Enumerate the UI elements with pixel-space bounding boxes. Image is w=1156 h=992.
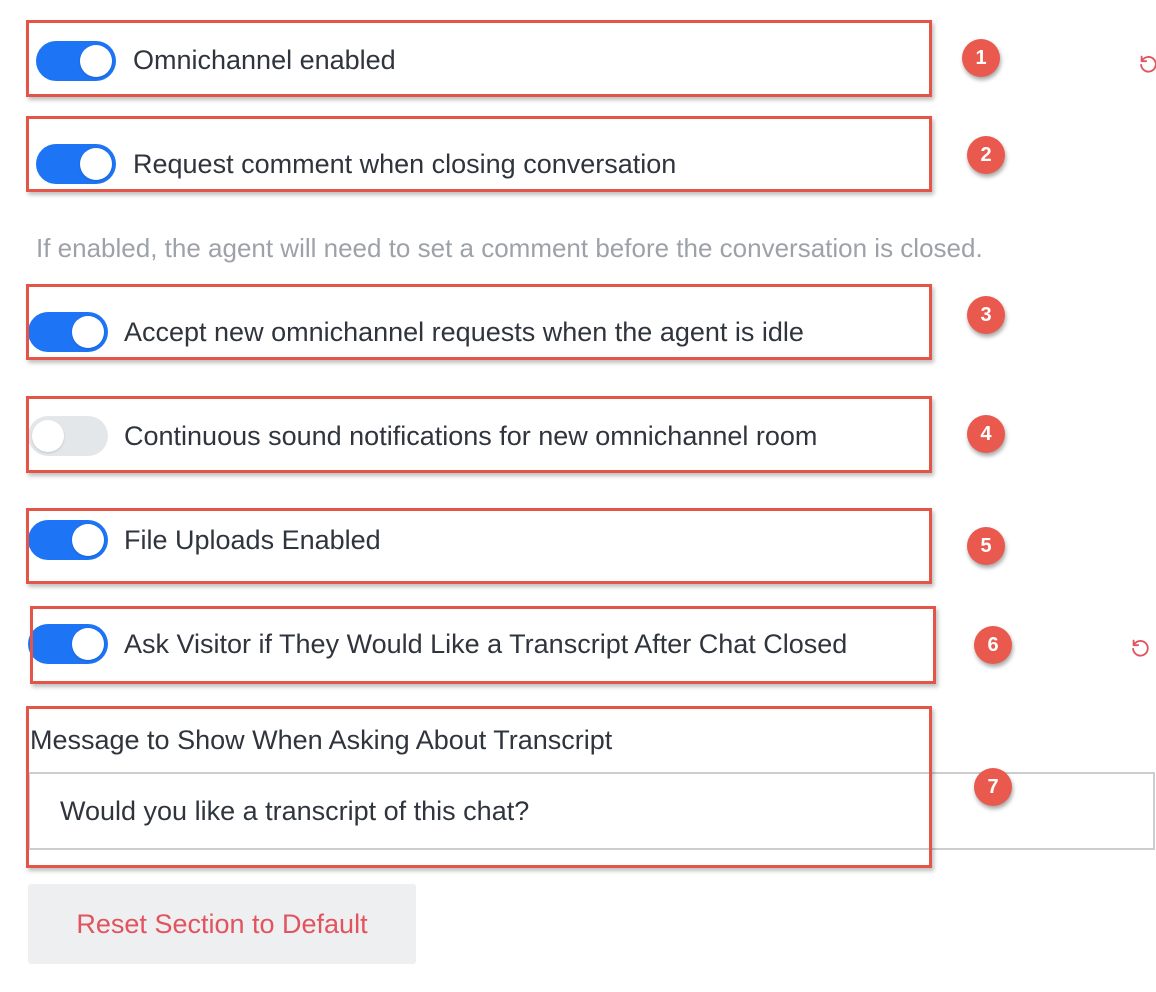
omnichannel-enabled-label: Omnichannel enabled: [133, 45, 396, 75]
file-uploads-label: File Uploads Enabled: [124, 525, 381, 555]
annotation-box-1: [26, 20, 932, 97]
continuous-sound-label: Continuous sound notifications for new omnichannel room: [124, 421, 818, 451]
reset-icon[interactable]: [1129, 636, 1151, 658]
annotation-box-6: [30, 606, 936, 684]
annotation-badge-7: 7: [974, 768, 1012, 806]
annotation-badge-2: 2: [967, 136, 1005, 174]
annotation-badge-5: 5: [967, 527, 1005, 565]
reset-icon[interactable]: [1137, 52, 1156, 74]
accept-when-idle-label: Accept new omnichannel requests when the agent is idle: [124, 317, 804, 347]
annotation-badge-3: 3: [967, 296, 1005, 334]
annotation-badge-6: 6: [974, 626, 1012, 664]
annotation-box-5: [26, 508, 932, 584]
annotation-box-3: [26, 284, 932, 360]
annotation-badge-4: 4: [967, 415, 1005, 453]
annotation-box-2: [26, 116, 932, 192]
reset-section-button[interactable]: Reset Section to Default: [28, 884, 416, 964]
ask-visitor-transcript-label: Ask Visitor if They Would Like a Transcript After Chat Closed: [124, 629, 848, 659]
annotation-box-7: [26, 706, 932, 868]
annotation-badge-1: 1: [962, 39, 1000, 77]
request-comment-label: Request comment when closing conversation: [133, 149, 677, 179]
transcript-message-label: Message to Show When Asking About Transcript: [30, 725, 613, 755]
request-comment-hint: If enabled, the agent will need to set a comment before the conversation is closed.: [36, 233, 983, 263]
annotation-box-4: [26, 396, 932, 473]
